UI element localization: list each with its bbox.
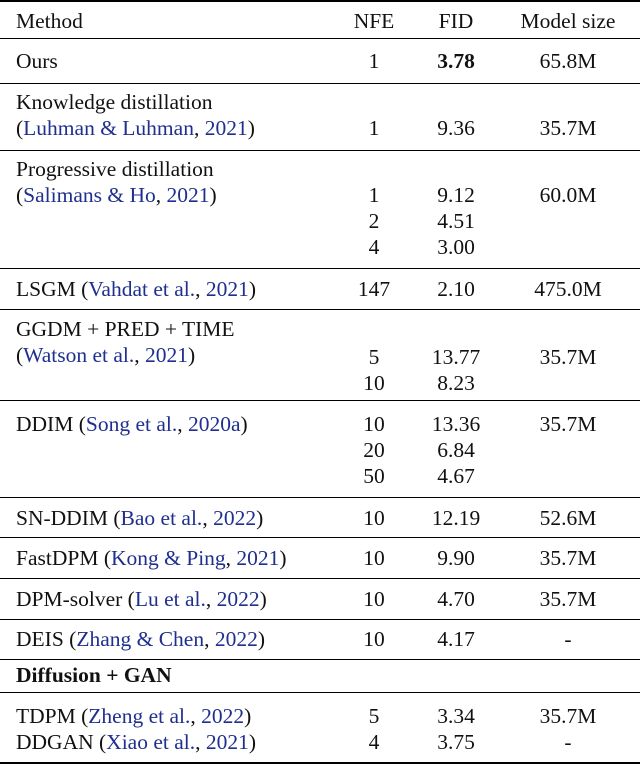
citation-link[interactable]: Vahdat et al. — [88, 277, 196, 301]
header-nfe: NFE — [353, 9, 395, 33]
method-progressive-distillation: Progressive distillation — [16, 157, 214, 181]
citation-year-link[interactable]: 2022 — [216, 587, 260, 611]
method-knowledge-distillation: Knowledge distillation — [16, 90, 213, 114]
method-fastdpm: FastDPM (Kong & Ping, 2021) — [16, 546, 287, 570]
method-tdpm: TDPM (Zheng et al., 2022) — [16, 704, 252, 728]
nfe-knowledge-distillation: 1 — [368, 116, 380, 140]
section-diffusion-gan: Diffusion + GAN — [16, 663, 172, 687]
method-ddgan: DDGAN (Xiao et al., 2021) — [16, 730, 257, 754]
fid-tdpm: 3.34 — [437, 704, 475, 728]
nfe-deis: 10 — [363, 627, 385, 651]
size-fastdpm: 35.7M — [539, 546, 597, 570]
nfe-dpm-solver: 10 — [363, 587, 385, 611]
row-rule — [0, 309, 640, 310]
citation-progressive-distillation: (Salimans & Ho, 2021) — [16, 183, 217, 207]
citation-year-link[interactable]: 2020a — [188, 412, 241, 436]
method-lsgm: LSGM (Vahdat et al., 2021) — [16, 277, 257, 301]
method-sn-ddim: SN-DDIM (Bao et al., 2022) — [16, 506, 264, 530]
citation-year-link[interactable]: 2021 — [145, 343, 189, 367]
size-ours: 65.8M — [539, 49, 597, 73]
row-rule — [0, 537, 640, 538]
fid-dpm-solver: 4.70 — [437, 587, 475, 611]
size-tdpm: 35.7M — [539, 704, 597, 728]
size-ggdm: 35.7M — [539, 345, 597, 369]
nfe-sn-ddim: 10 — [363, 506, 385, 530]
size-ddim: 35.7M — [539, 412, 597, 436]
size-lsgm: 475.0M — [534, 277, 602, 301]
size-ddgan: - — [564, 730, 572, 754]
fid-ours-best: 3.78 — [437, 49, 475, 73]
row-rule — [0, 619, 640, 620]
fid-deis: 4.17 — [437, 627, 475, 651]
fid-ggdm: 13.77 8.23 — [431, 345, 481, 395]
citation-link[interactable]: Zheng et al. — [88, 704, 191, 728]
size-deis: - — [564, 627, 572, 651]
citation-link[interactable]: Zhang & Chen — [76, 627, 205, 651]
header-model-size: Model size — [520, 9, 616, 33]
method-ggdm: GGDM + PRED + TIME — [16, 317, 235, 341]
row-rule — [0, 400, 640, 401]
size-progressive-distillation: 60.0M — [539, 183, 597, 207]
nfe-fastdpm: 10 — [363, 546, 385, 570]
citation-link[interactable]: Bao et al. — [120, 506, 203, 530]
row-rule — [0, 83, 640, 84]
citation-link[interactable]: Song et al. — [85, 412, 178, 436]
fid-sn-ddim: 12.19 — [431, 506, 481, 530]
size-sn-ddim: 52.6M — [539, 506, 597, 530]
method-ddim: DDIM (Song et al., 2020a) — [16, 412, 248, 436]
nfe-lsgm: 147 — [357, 277, 391, 301]
section-rule — [0, 692, 640, 693]
citation-year-link[interactable]: 2021 — [236, 546, 280, 570]
citation-link[interactable]: Watson et al. — [23, 343, 135, 367]
method-ours: Ours — [16, 49, 58, 73]
nfe-tdpm: 5 — [368, 704, 380, 728]
nfe-progressive-distillation: 1 2 4 — [368, 183, 380, 259]
citation-link[interactable]: Kong & Ping — [110, 546, 226, 570]
citation-year-link[interactable]: 2021 — [205, 730, 249, 754]
fid-ddim: 13.36 6.84 4.67 — [431, 412, 481, 488]
nfe-ddim: 10 20 50 — [363, 412, 385, 488]
row-rule — [0, 497, 640, 498]
citation-year-link[interactable]: 2022 — [214, 627, 258, 651]
citation-year-link[interactable]: 2021 — [166, 183, 210, 207]
header-method: Method — [16, 9, 83, 33]
header-fid: FID — [438, 9, 474, 33]
citation-year-link[interactable]: 2022 — [213, 506, 257, 530]
citation-link[interactable]: Xiao et al. — [106, 730, 196, 754]
fid-fastdpm: 9.90 — [437, 546, 475, 570]
citation-link[interactable]: Luhman & Luhman — [23, 116, 194, 140]
citation-link[interactable]: Salimans & Ho — [23, 183, 156, 207]
fid-knowledge-distillation: 9.36 — [437, 116, 475, 140]
citation-link[interactable]: Lu et al. — [134, 587, 206, 611]
row-rule — [0, 659, 640, 660]
size-dpm-solver: 35.7M — [539, 587, 597, 611]
citation-ggdm: (Watson et al., 2021) — [16, 343, 196, 367]
row-rule — [0, 150, 640, 151]
fid-progressive-distillation: 9.12 4.51 3.00 — [437, 183, 475, 259]
header-rule — [0, 38, 640, 39]
nfe-ggdm: 5 10 — [363, 345, 385, 395]
row-rule — [0, 578, 640, 579]
top-rule — [0, 0, 640, 2]
nfe-ddgan: 4 — [368, 730, 380, 754]
size-knowledge-distillation: 35.7M — [539, 116, 597, 140]
bottom-rule — [0, 762, 640, 764]
fid-ddgan: 3.75 — [437, 730, 475, 754]
method-dpm-solver: DPM-solver (Lu et al., 2022) — [16, 587, 267, 611]
citation-year-link[interactable]: 2022 — [201, 704, 245, 728]
citation-year-link[interactable]: 2021 — [205, 277, 249, 301]
row-rule — [0, 268, 640, 269]
nfe-ours: 1 — [368, 49, 380, 73]
method-deis: DEIS (Zhang & Chen, 2022) — [16, 627, 266, 651]
fid-lsgm: 2.10 — [437, 277, 475, 301]
citation-knowledge-distillation: (Luhman & Luhman, 2021) — [16, 116, 255, 140]
citation-year-link[interactable]: 2021 — [204, 116, 248, 140]
